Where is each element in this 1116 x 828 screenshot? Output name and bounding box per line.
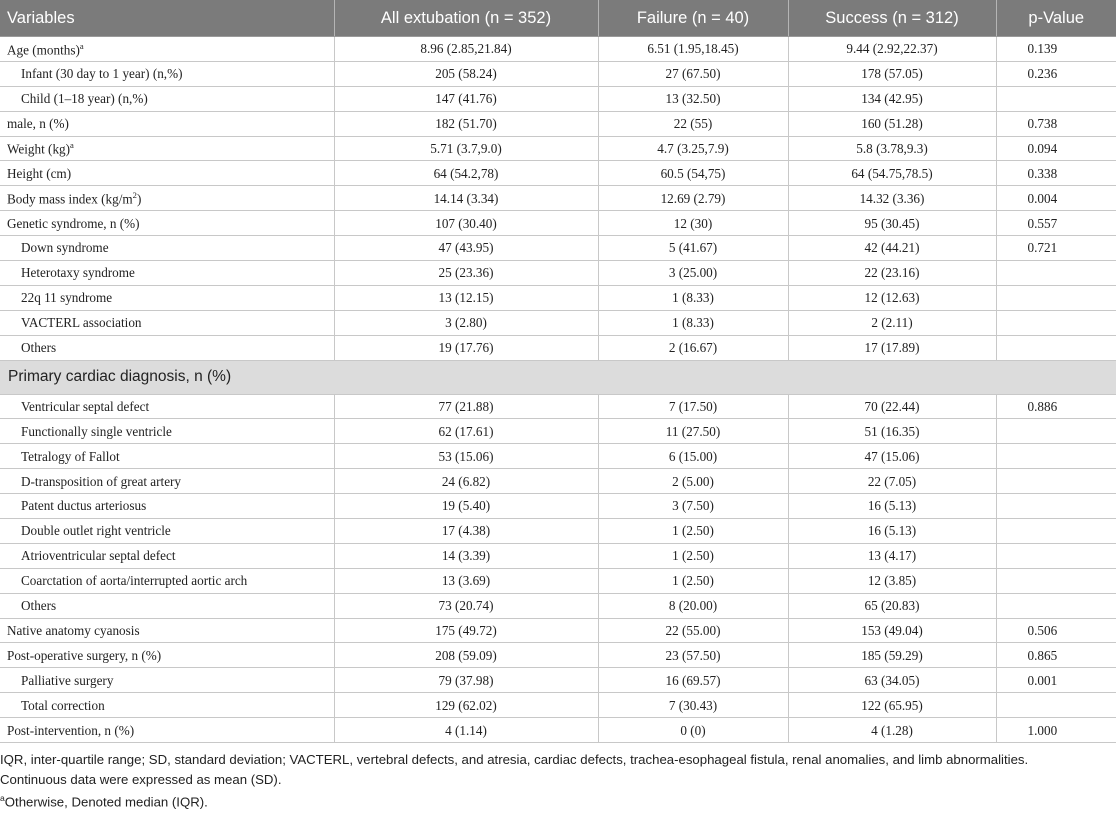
cell-failure: 11 (27.50)	[598, 419, 788, 444]
table-row	[0, 310, 1116, 335]
table-row	[0, 186, 1116, 211]
row-label: Functionally single ventricle	[21, 423, 172, 439]
row-label-cell	[0, 593, 334, 618]
cell-all-extubation: 62 (17.61)	[334, 419, 598, 444]
row-label-cell	[0, 419, 334, 444]
cell-success: 4 (1.28)	[788, 718, 996, 743]
cell-p-value	[996, 444, 1116, 469]
table-section	[0, 360, 1116, 394]
row-label: Post-intervention, n (%)	[7, 722, 135, 738]
cell-all-extubation: 107 (30.40)	[334, 211, 598, 236]
cell-all-extubation: 14.14 (3.34)	[334, 186, 598, 211]
cell-success: 47 (15.06)	[788, 444, 996, 469]
header-row	[0, 0, 1116, 37]
cell-p-value	[996, 469, 1116, 494]
cell-all-extubation: 5.71 (3.7,9.0)	[334, 136, 598, 161]
row-label: Native anatomy cyanosis	[7, 622, 140, 638]
row-label-cell	[0, 111, 334, 136]
table-row	[0, 335, 1116, 360]
cell-success: 63 (34.05)	[788, 668, 996, 693]
cell-p-value: 0.001	[996, 668, 1116, 693]
row-label: Infant (30 day to 1 year) (n,%)	[21, 66, 183, 82]
section-row	[0, 360, 1116, 394]
table-row	[0, 285, 1116, 310]
cell-success: 12 (3.85)	[788, 568, 996, 593]
row-label-cell	[0, 285, 334, 310]
row-label-cell	[0, 86, 334, 111]
cell-failure: 0 (0)	[598, 718, 788, 743]
row-label: male, n (%)	[7, 116, 69, 132]
row-label: Atrioventricular septal defect	[21, 548, 176, 564]
footnotes	[0, 743, 1116, 812]
header-all-extubation: All extubation (n = 352)	[334, 0, 598, 37]
row-label-cell	[0, 543, 334, 568]
table-row	[0, 519, 1116, 544]
table-row	[0, 593, 1116, 618]
row-label: Child (1–18 year) (n,%)	[21, 91, 148, 107]
cell-success: 42 (44.21)	[788, 236, 996, 261]
cell-p-value: 0.004	[996, 186, 1116, 211]
header-success: Success (n = 312)	[788, 0, 996, 37]
cell-all-extubation: 25 (23.36)	[334, 261, 598, 286]
table-row	[0, 568, 1116, 593]
cell-p-value: 0.738	[996, 111, 1116, 136]
cell-p-value	[996, 335, 1116, 360]
cell-all-extubation: 8.96 (2.85,21.84)	[334, 37, 598, 62]
cell-all-extubation: 208 (59.09)	[334, 643, 598, 668]
table-row	[0, 419, 1116, 444]
table-row	[0, 111, 1116, 136]
row-label-cell	[0, 186, 334, 211]
footnote-abbreviations: IQR, inter-quartile range; SD, standard deviation; VACTERL, vertebral defects, and atresia, cardiac defects, trachea-esophageal fistula, renal anomalies, and limb abnormalities.	[0, 752, 1029, 768]
cell-all-extubation: 129 (62.02)	[334, 693, 598, 718]
row-label: Body mass index (kg/m	[7, 191, 133, 207]
cell-success: 64 (54.75,78.5)	[788, 161, 996, 186]
table-row	[0, 469, 1116, 494]
header-variables: Variables	[0, 0, 334, 37]
cell-success: 153 (49.04)	[788, 618, 996, 643]
cell-all-extubation: 14 (3.39)	[334, 543, 598, 568]
table-row	[0, 61, 1116, 86]
cell-all-extubation: 19 (5.40)	[334, 494, 598, 519]
cell-failure: 22 (55)	[598, 111, 788, 136]
cell-p-value: 0.865	[996, 643, 1116, 668]
row-label: Double outlet right ventricle	[21, 523, 171, 539]
row-label-superscript: a	[70, 140, 74, 151]
row-label-cell	[0, 643, 334, 668]
cell-p-value: 0.338	[996, 161, 1116, 186]
cell-p-value: 0.557	[996, 211, 1116, 236]
cell-failure: 1 (2.50)	[598, 519, 788, 544]
cell-success: 95 (30.45)	[788, 211, 996, 236]
row-label: Total correction	[21, 697, 105, 713]
table-row	[0, 86, 1116, 111]
table-row	[0, 718, 1116, 743]
cell-p-value: 0.886	[996, 394, 1116, 419]
table-row	[0, 211, 1116, 236]
table-row	[0, 236, 1116, 261]
table-body-demographics	[0, 37, 1116, 361]
row-label-superscript: a	[79, 40, 84, 51]
footnote-continuous: Continuous data were expressed as mean (SD).	[0, 771, 282, 787]
cell-p-value	[996, 568, 1116, 593]
cell-success: 185 (59.29)	[788, 643, 996, 668]
cell-failure: 8 (20.00)	[598, 593, 788, 618]
table-row	[0, 444, 1116, 469]
cell-failure: 4.7 (3.25,7.9)	[598, 136, 788, 161]
row-label-cell	[0, 718, 334, 743]
row-label-cell	[0, 568, 334, 593]
cell-p-value	[996, 419, 1116, 444]
row-label: Palliative surgery	[21, 672, 114, 688]
cell-success: 22 (7.05)	[788, 469, 996, 494]
table-row	[0, 668, 1116, 693]
row-label-cell	[0, 161, 334, 186]
table-row	[0, 494, 1116, 519]
cell-success: 51 (16.35)	[788, 419, 996, 444]
row-label: Post-operative surgery, n (%)	[7, 647, 162, 663]
cell-success: 5.8 (3.78,9.3)	[788, 136, 996, 161]
row-label-cell	[0, 310, 334, 335]
cell-p-value: 0.139	[996, 37, 1116, 62]
cell-all-extubation: 24 (6.82)	[334, 469, 598, 494]
cell-failure: 7 (30.43)	[598, 693, 788, 718]
row-label-cell	[0, 37, 334, 62]
row-label-cell	[0, 693, 334, 718]
cell-all-extubation: 3 (2.80)	[334, 310, 598, 335]
cell-failure: 6 (15.00)	[598, 444, 788, 469]
row-label: Coarctation of aorta/interrupted aortic arch	[21, 573, 248, 589]
cell-failure: 12.69 (2.79)	[598, 186, 788, 211]
row-label-cell	[0, 136, 334, 161]
cell-p-value	[996, 494, 1116, 519]
row-label: Weight (kg)	[7, 141, 71, 157]
cell-failure: 6.51 (1.95,18.45)	[598, 37, 788, 62]
cell-all-extubation: 79 (37.98)	[334, 668, 598, 693]
cell-p-value	[996, 543, 1116, 568]
cell-success: 2 (2.11)	[788, 310, 996, 335]
cell-success: 65 (20.83)	[788, 593, 996, 618]
row-label: Patent ductus arteriosus	[21, 498, 147, 514]
cell-success: 9.44 (2.92,22.37)	[788, 37, 996, 62]
row-label-cell	[0, 394, 334, 419]
table-row	[0, 693, 1116, 718]
cell-all-extubation: 13 (3.69)	[334, 568, 598, 593]
cell-failure: 16 (69.57)	[598, 668, 788, 693]
cell-failure: 60.5 (54,75)	[598, 161, 788, 186]
cell-failure: 3 (25.00)	[598, 261, 788, 286]
cell-failure: 1 (2.50)	[598, 543, 788, 568]
cell-p-value	[996, 693, 1116, 718]
table-row	[0, 543, 1116, 568]
cell-all-extubation: 13 (12.15)	[334, 285, 598, 310]
cell-all-extubation: 19 (17.76)	[334, 335, 598, 360]
row-label-cell	[0, 444, 334, 469]
cell-success: 16 (5.13)	[788, 519, 996, 544]
row-label: VACTERL association	[21, 315, 142, 331]
cell-failure: 2 (5.00)	[598, 469, 788, 494]
table-row	[0, 261, 1116, 286]
row-label: 22q 11 syndrome	[21, 290, 113, 306]
cell-p-value	[996, 310, 1116, 335]
cell-p-value: 0.236	[996, 61, 1116, 86]
cell-failure: 7 (17.50)	[598, 394, 788, 419]
row-label: Height (cm)	[7, 165, 72, 181]
cell-failure: 23 (57.50)	[598, 643, 788, 668]
row-label-cell	[0, 668, 334, 693]
footnote-median-text: Otherwise, Denoted median (IQR).	[4, 794, 208, 810]
cell-failure: 1 (8.33)	[598, 310, 788, 335]
row-label-cell	[0, 335, 334, 360]
row-label-cell	[0, 618, 334, 643]
cell-success: 22 (23.16)	[788, 261, 996, 286]
row-label-suffix: )	[136, 191, 142, 207]
cell-success: 134 (42.95)	[788, 86, 996, 111]
cell-all-extubation: 17 (4.38)	[334, 519, 598, 544]
cell-failure: 27 (67.50)	[598, 61, 788, 86]
cell-failure: 1 (2.50)	[598, 568, 788, 593]
cell-p-value: 1.000	[996, 718, 1116, 743]
cell-success: 70 (22.44)	[788, 394, 996, 419]
row-label: Others	[21, 340, 57, 356]
cell-success: 160 (51.28)	[788, 111, 996, 136]
cell-success: 12 (12.63)	[788, 285, 996, 310]
cell-p-value	[996, 86, 1116, 111]
row-label-cell	[0, 469, 334, 494]
cell-failure: 5 (41.67)	[598, 236, 788, 261]
row-label-cell	[0, 211, 334, 236]
cell-all-extubation: 77 (21.88)	[334, 394, 598, 419]
table-row	[0, 643, 1116, 668]
footnote-marker: a	[0, 793, 5, 804]
cell-failure: 3 (7.50)	[598, 494, 788, 519]
cell-all-extubation: 205 (58.24)	[334, 61, 598, 86]
table-body-cardiac	[0, 394, 1116, 742]
cell-all-extubation: 182 (51.70)	[334, 111, 598, 136]
row-label: Heterotaxy syndrome	[21, 265, 135, 281]
table-row	[0, 394, 1116, 419]
cell-all-extubation: 175 (49.72)	[334, 618, 598, 643]
cell-p-value: 0.721	[996, 236, 1116, 261]
row-label: Genetic syndrome, n (%)	[7, 215, 140, 231]
row-label: Age (months)	[7, 42, 80, 58]
cell-p-value	[996, 261, 1116, 286]
cell-all-extubation: 73 (20.74)	[334, 593, 598, 618]
cell-p-value	[996, 285, 1116, 310]
cell-success: 122 (65.95)	[788, 693, 996, 718]
row-label-cell	[0, 236, 334, 261]
footnote-median	[0, 789, 1114, 812]
cell-all-extubation: 53 (15.06)	[334, 444, 598, 469]
header-p-value: p-Value	[996, 0, 1116, 37]
header-failure: Failure (n = 40)	[598, 0, 788, 37]
table-row	[0, 618, 1116, 643]
cell-all-extubation: 4 (1.14)	[334, 718, 598, 743]
cell-success: 17 (17.89)	[788, 335, 996, 360]
cell-failure: 12 (30)	[598, 211, 788, 236]
cell-failure: 2 (16.67)	[598, 335, 788, 360]
row-label: Others	[21, 598, 57, 614]
section-label: Primary cardiac diagnosis, n (%)	[0, 360, 1116, 394]
table-row	[0, 161, 1116, 186]
row-label-cell	[0, 61, 334, 86]
cell-p-value: 0.506	[996, 618, 1116, 643]
cell-success: 13 (4.17)	[788, 543, 996, 568]
cell-failure: 13 (32.50)	[598, 86, 788, 111]
cell-p-value: 0.094	[996, 136, 1116, 161]
cell-p-value	[996, 593, 1116, 618]
cell-success: 14.32 (3.36)	[788, 186, 996, 211]
row-label: Tetralogy of Fallot	[21, 448, 120, 464]
cell-failure: 1 (8.33)	[598, 285, 788, 310]
cell-all-extubation: 64 (54.2,78)	[334, 161, 598, 186]
table-row	[0, 37, 1116, 62]
row-label: Ventricular septal defect	[21, 398, 150, 414]
cell-success: 178 (57.05)	[788, 61, 996, 86]
row-label: D-transposition of great artery	[21, 473, 182, 489]
row-label-cell	[0, 494, 334, 519]
row-label: Down syndrome	[21, 240, 109, 256]
cell-failure: 22 (55.00)	[598, 618, 788, 643]
cell-success: 16 (5.13)	[788, 494, 996, 519]
row-label-cell	[0, 519, 334, 544]
table-row	[0, 136, 1116, 161]
row-label-cell	[0, 261, 334, 286]
cell-p-value	[996, 519, 1116, 544]
row-label-superscript: 2	[132, 189, 137, 200]
cell-all-extubation: 147 (41.76)	[334, 86, 598, 111]
cell-all-extubation: 47 (43.95)	[334, 236, 598, 261]
